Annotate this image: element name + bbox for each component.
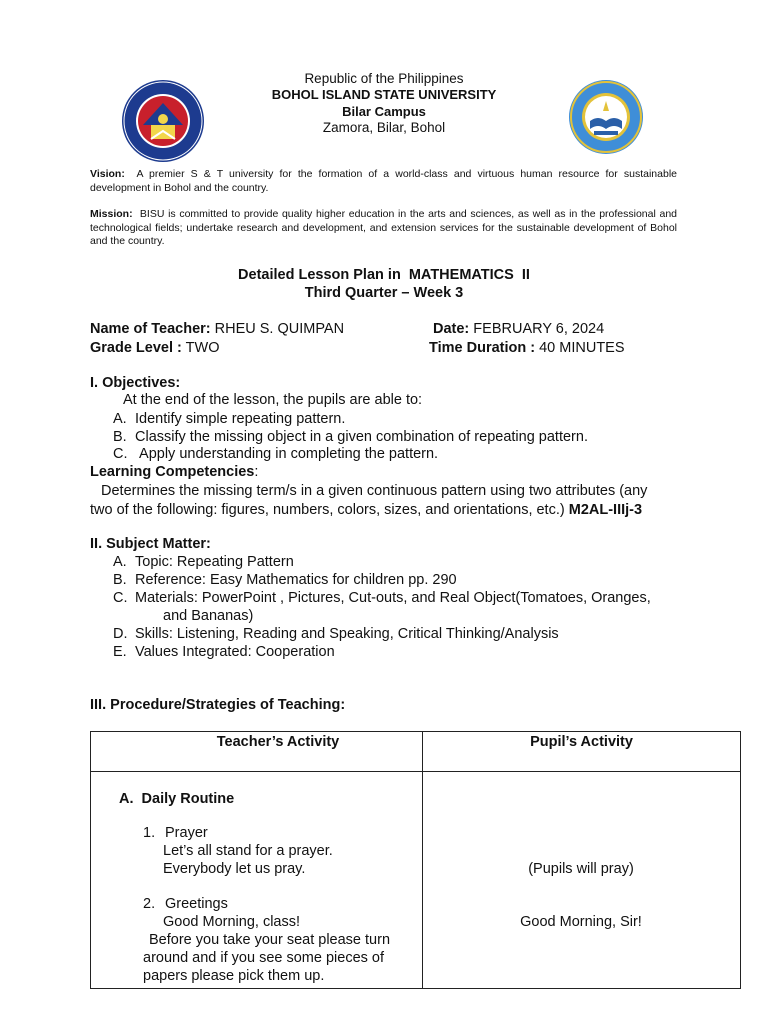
grade-label: Grade Level : <box>90 340 182 356</box>
header-university: BOHOL ISLAND STATE UNIVERSITY <box>271 87 497 102</box>
objective-text: Identify simple repeating pattern. <box>135 411 346 427</box>
prayer-response: (Pupils will pray) <box>528 861 634 877</box>
objective-item-a <box>113 410 345 428</box>
objective-item-b <box>113 428 588 446</box>
duration-label: Time Duration : <box>429 340 536 356</box>
competencies-line2-text: two of the following: figures, numbers, colors, sizes, and orientations, etc.) <box>90 502 565 518</box>
subject-item-e <box>113 643 335 661</box>
subject-letter: D. <box>113 626 128 642</box>
mission-paragraph <box>90 208 677 249</box>
mission-label: Mission: <box>90 208 133 220</box>
teacher-label: Name of Teacher: <box>90 321 211 337</box>
lesson-plan-title: Detailed Lesson Plan in MATHEMATICS II <box>238 267 530 283</box>
grade-value: TWO <box>185 340 220 356</box>
subject-text: Materials: PowerPoint , Pictures, Cut-outs, and Real Object(Tomatoes, Oranges, <box>135 590 651 606</box>
greetings-number: 2. <box>143 896 156 912</box>
subject-text: Topic: Repeating Pattern <box>135 554 294 570</box>
greetings-line3: around and if you see some pieces of <box>143 950 385 966</box>
subject-item-c <box>113 589 651 607</box>
duration-row <box>429 339 625 357</box>
greetings-title: Greetings <box>165 896 228 912</box>
prayer-number: 1. <box>143 825 156 841</box>
objective-text: Apply understanding in completing the pattern. <box>139 446 439 462</box>
objectives-heading: I. Objectives: <box>90 375 181 391</box>
subject-letter: C. <box>113 590 128 606</box>
objective-letter: C. <box>113 446 128 462</box>
subject-item-c-continued: and Bananas) <box>163 608 254 624</box>
lesson-plan-quarter: Third Quarter – Week 3 <box>304 285 464 301</box>
vision-text: A premier S & T university for the formation of a world-class and virtuous human resource for sustainable development in Bohol and the country. <box>90 168 677 194</box>
competencies-heading <box>90 463 258 481</box>
greetings-line4: papers please pick them up. <box>143 968 325 984</box>
prayer-line1: Let’s all stand for a prayer. <box>163 843 333 859</box>
competencies-line2 <box>90 501 642 519</box>
teacher-row <box>90 320 344 338</box>
objective-letter: A. <box>113 411 127 427</box>
competencies-code: M2AL-IIIj-3 <box>568 502 643 518</box>
greetings-line1: Good Morning, class! <box>163 914 301 930</box>
pupil-activity-header: Pupil’s Activity <box>423 732 741 772</box>
procedure-heading: III. Procedure/Strategies of Teaching: <box>90 697 346 713</box>
vision-label: Vision: <box>90 168 125 180</box>
subject-matter-heading <box>90 535 211 553</box>
competencies-colon: : <box>254 464 259 480</box>
objective-text: Classify the missing object in a given combination of repeating pattern. <box>135 429 588 445</box>
pupil-activity-cell <box>423 772 741 989</box>
procedure-table <box>90 731 741 989</box>
header-address: Zamora, Bilar, Bohol <box>322 120 446 135</box>
subject-matter-roman: II <box>90 536 99 552</box>
subject-item-b <box>113 571 457 589</box>
subject-item-d <box>113 625 559 643</box>
date-value: FEBRUARY 6, 2024 <box>473 321 605 337</box>
subject-letter: B. <box>113 572 127 588</box>
duration-value: 40 MINUTES <box>539 340 625 356</box>
mission-text: BISU is committed to provide quality higher education in the arts and sciences, as well as in the professional and technological fields; undertake research and development, and extension services for the sustainable development of Bohol and the country. <box>90 208 677 247</box>
subject-text: Reference: Easy Mathematics for children pp. 290 <box>135 572 457 588</box>
teacher-value: RHEU S. QUIMPAN <box>214 321 345 337</box>
table-row <box>91 772 741 989</box>
date-row <box>433 320 604 338</box>
grade-row <box>90 339 219 357</box>
vision-paragraph <box>90 168 677 195</box>
prayer-line2: Everybody let us pray. <box>163 861 306 877</box>
competencies-label: Learning Competencies <box>90 464 255 480</box>
header-campus: Bilar Campus <box>342 104 426 119</box>
greetings-response: Good Morning, Sir! <box>520 914 642 930</box>
subject-text: Skills: Listening, Reading and Speaking, Critical Thinking/Analysis <box>135 626 559 642</box>
subject-letter: A. <box>113 554 127 570</box>
subject-matter-title: . Subject Matter: <box>98 536 211 552</box>
teacher-activity-header: Teacher’s Activity <box>91 732 423 772</box>
teacher-activity-cell <box>91 772 423 989</box>
prayer-title: Prayer <box>165 825 208 841</box>
subject-text: Values Integrated: Cooperation <box>135 644 335 660</box>
greetings-line2: Before you take your seat please turn <box>149 932 391 948</box>
subject-item-a <box>113 553 294 571</box>
daily-routine-heading: A. Daily Routine <box>119 791 235 807</box>
objective-item-c <box>113 445 438 463</box>
objectives-intro: At the end of the lesson, the pupils are able to: <box>123 392 423 408</box>
subject-letter: E. <box>113 644 127 660</box>
header-republic: Republic of the Philippines <box>304 71 464 86</box>
date-label: Date: <box>433 321 470 337</box>
competencies-line1: Determines the missing term/s in a given continuous pattern using two attributes (any <box>101 483 648 499</box>
table-header-row <box>91 732 741 772</box>
objective-letter: B. <box>113 429 127 445</box>
